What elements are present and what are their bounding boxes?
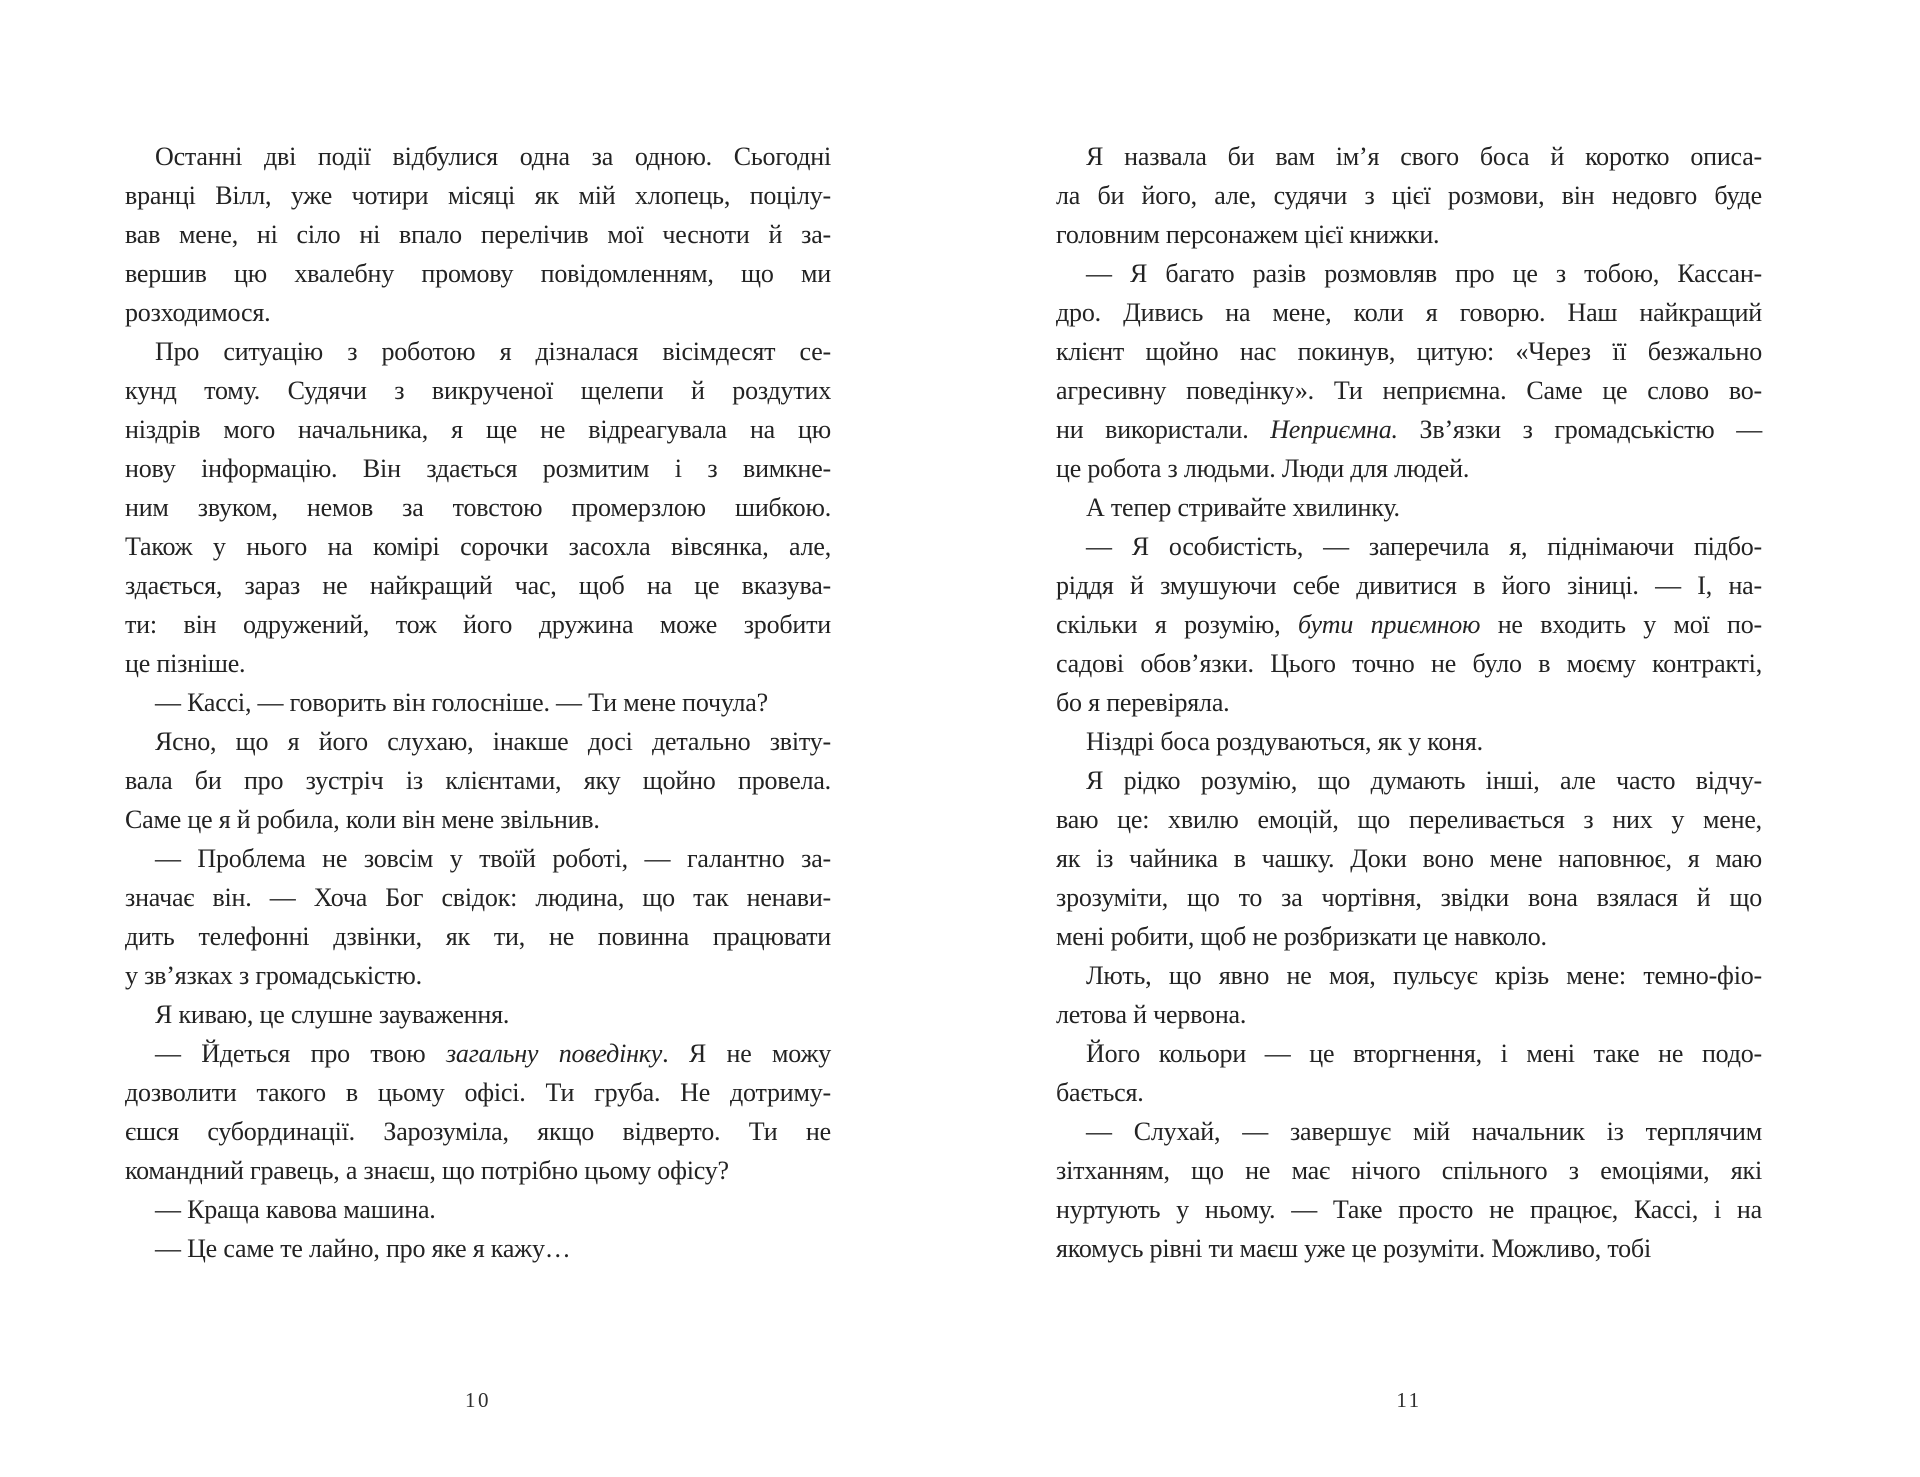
text-line [1056,527,1762,566]
text-line [1056,566,1762,605]
text-segment: не входить у мої по- [1480,610,1762,639]
text-line [1056,371,1762,410]
text-line [125,566,831,605]
page-number: 11 [1396,1388,1422,1412]
text-line [125,488,831,527]
text-segment: Зв’язки з громадськістю — [1397,415,1762,444]
text-segment: — Йдеться про твою [155,1039,446,1068]
text-line [1056,644,1762,683]
text-segment: — Це саме те лайно, про яке я кажу… [155,1234,571,1263]
text-line [125,254,831,293]
text-segment: Я киваю, це слушне зауваження. [155,1000,510,1029]
text-line [125,605,831,644]
text-line [125,722,831,761]
text-line [1056,176,1762,215]
text-segment: Останні дві події відбулися одна за одною. Сьогодні [155,142,831,171]
text-segment: летова й червона. [1056,1000,1247,1029]
text-segment: — Я особистість, — заперечила я, піднімаючи підбо- [1086,532,1762,561]
text-segment: ваю це: хвилю емоцій, що переливається з них у мене, [1056,805,1762,834]
text-segment: Я назвала би вам ім’я свого боса й коротко описа- [1086,142,1762,171]
text-line [1056,605,1762,644]
text-line [1056,878,1762,917]
text-segment: це пізніше. [125,649,246,678]
text-line [125,137,831,176]
text-segment: дозволити такого в цьому офісі. Ти груба. Не дотриму- [125,1078,831,1107]
text-segment: бо я перевіряла. [1056,688,1230,717]
text-segment: нуртують у ньому. — Таке просто не працює, Кассі, і на [1056,1195,1762,1224]
text-line [1056,137,1762,176]
text-segment: Його кольори — це вторгнення, і мені таке не подо- [1086,1039,1762,1068]
text-line [125,995,831,1034]
text-segment: якомусь рівні ти маєш уже це розуміти. Можливо, тобі [1056,1234,1651,1263]
text-line [1056,1151,1762,1190]
text-segment: Ніздрі боса роздуваються, як у коня. [1086,727,1483,756]
text-line [125,800,831,839]
text-line [1056,1112,1762,1151]
text-line [125,332,831,371]
text-line [125,449,831,488]
text-segment: Ясно, що я його слухаю, інакше досі детально звіту- [155,727,831,756]
text-segment: здається, зараз не найкращий час, щоб на це вказува- [125,571,831,600]
text-line [125,410,831,449]
text-segment: вав мене, ні сіло ні впало перелічив мої чесноти й за- [125,220,831,249]
text-segment: командний гравець, а знаєш, що потрібно цьому офісу? [125,1156,729,1185]
text-line [125,1151,831,1190]
text-line [125,527,831,566]
text-segment: А тепер стривайте хвилинку. [1086,493,1400,522]
text-line [1056,1073,1762,1112]
text-line [125,683,831,722]
page-text-column-left [125,137,831,1268]
text-segment: розходимося. [125,298,271,327]
italic-text: Неприємна. [1270,415,1398,444]
text-line [1056,761,1762,800]
text-line [1056,917,1762,956]
text-line [125,956,831,995]
text-segment: клієнт щойно нас покинув, цитую: «Через її безжально [1056,337,1762,366]
text-segment: ним звуком, немов за товстою промерзлою шибкою. [125,493,831,522]
text-segment: Також у нього на комірі сорочки засохла вівсянка, але, [125,532,831,561]
text-line [1056,215,1762,254]
text-segment: вала би про зустріч із клієнтами, яку щойно провела. [125,766,831,795]
text-line [1056,488,1762,527]
text-line [1056,449,1762,488]
text-line [1056,839,1762,878]
text-segment: ти: він одружений, тож його дружина може зробити [125,610,831,639]
text-segment: скільки я розумію, [1056,610,1298,639]
italic-text: бути приємною [1297,610,1481,639]
text-line [1056,410,1762,449]
text-line [125,371,831,410]
text-line [1056,332,1762,371]
text-line [125,1229,831,1268]
text-segment: ни використали. [1056,415,1271,444]
text-segment: кунд тому. Судячи з викрученої щелепи й роздутих [125,376,831,405]
text-line [125,878,831,917]
text-segment: вранці Вілл, уже чотири місяці як мій хлопець, поцілу- [125,181,831,210]
italic-text: загальну поведінку [445,1039,663,1068]
text-line [1056,956,1762,995]
text-line [125,644,831,683]
text-segment: зрозуміти, що то за чортівня, звідки вона взялася й що [1056,883,1762,912]
text-segment: ріддя й змушуючи себе дивитися в його зіниці. — І, на- [1056,571,1762,600]
text-line [125,917,831,956]
text-segment: Лють, що явно не моя, пульсує крізь мене: темно-фіо- [1086,961,1762,990]
text-line [125,215,831,254]
text-segment: ла би його, але, судячи з цієї розмови, він недовго буде [1056,181,1762,210]
text-line [125,1034,831,1073]
text-segment: це робота з людьми. Люди для людей. [1056,454,1470,483]
text-segment: — Я багато разів розмовляв про це з тобою, Кассан- [1086,259,1762,288]
text-segment: бається. [1056,1078,1144,1107]
text-segment: зітханням, що не має нічого спільного з емоціями, які [1056,1156,1762,1185]
text-line [1056,683,1762,722]
text-segment: як із чайника в чашку. Доки воно мене наповнює, я маю [1056,844,1762,873]
text-segment: значає він. — Хоча Бог свідок: людина, що так ненави- [125,883,831,912]
text-segment: — Краща кавова машина. [155,1195,436,1224]
text-line [1056,1034,1762,1073]
text-line [1056,722,1762,761]
text-segment: агресивну поведінку». Ти неприємна. Саме це слово во- [1056,376,1762,405]
text-segment: Саме це я й робила, коли він мене звільнив. [125,805,600,834]
text-line [125,761,831,800]
page-text-column-right [1056,137,1762,1268]
text-segment: — Слухай, — завершує мій начальник із терплячим [1086,1117,1762,1146]
text-line [1056,254,1762,293]
text-segment: — Проблема не зовсім у твоїй роботі, — галантно за- [155,844,831,873]
text-line [1056,1229,1762,1268]
text-segment: Про ситуацію з роботою я дізналася вісімдесят се- [155,337,831,366]
text-segment: садові обов’язки. Цього точно не було в моєму контракті, [1056,649,1762,678]
page-number: 10 [465,1388,491,1412]
text-line [125,293,831,332]
text-line [125,839,831,878]
text-line [1056,293,1762,332]
text-segment: вершив цю хвалебну промову повідомленням, що ми [125,259,831,288]
text-segment: мені робити, щоб не розбризкати це навколо. [1056,922,1547,951]
text-line [125,1190,831,1229]
text-segment: дить телефонні дзвінки, як ти, не повинна працювати [125,922,831,951]
text-segment: ніздрів мого начальника, я ще не відреагувала на цю [125,415,831,444]
text-line [125,1073,831,1112]
text-segment: у зв’язках з громадськістю. [125,961,422,990]
text-segment: головним персонажем цієї книжки. [1056,220,1440,249]
text-line [1056,1190,1762,1229]
text-line [125,1112,831,1151]
text-segment: єшся субординації. Зарозуміла, якщо відверто. Ти не [125,1117,831,1146]
text-line [1056,800,1762,839]
text-segment: дро. Дивись на мене, коли я говорю. Наш найкращий [1056,298,1762,327]
text-segment: Я рідко розумію, що думають інші, але часто відчу- [1086,766,1762,795]
text-segment: . Я не можу [662,1039,832,1068]
text-line [1056,995,1762,1034]
text-segment: нову інформацію. Він здається розмитим і з вимкне- [125,454,831,483]
text-segment: — Кассі, — говорить він голосніше. — Ти мене почула? [155,688,768,717]
text-line [125,176,831,215]
